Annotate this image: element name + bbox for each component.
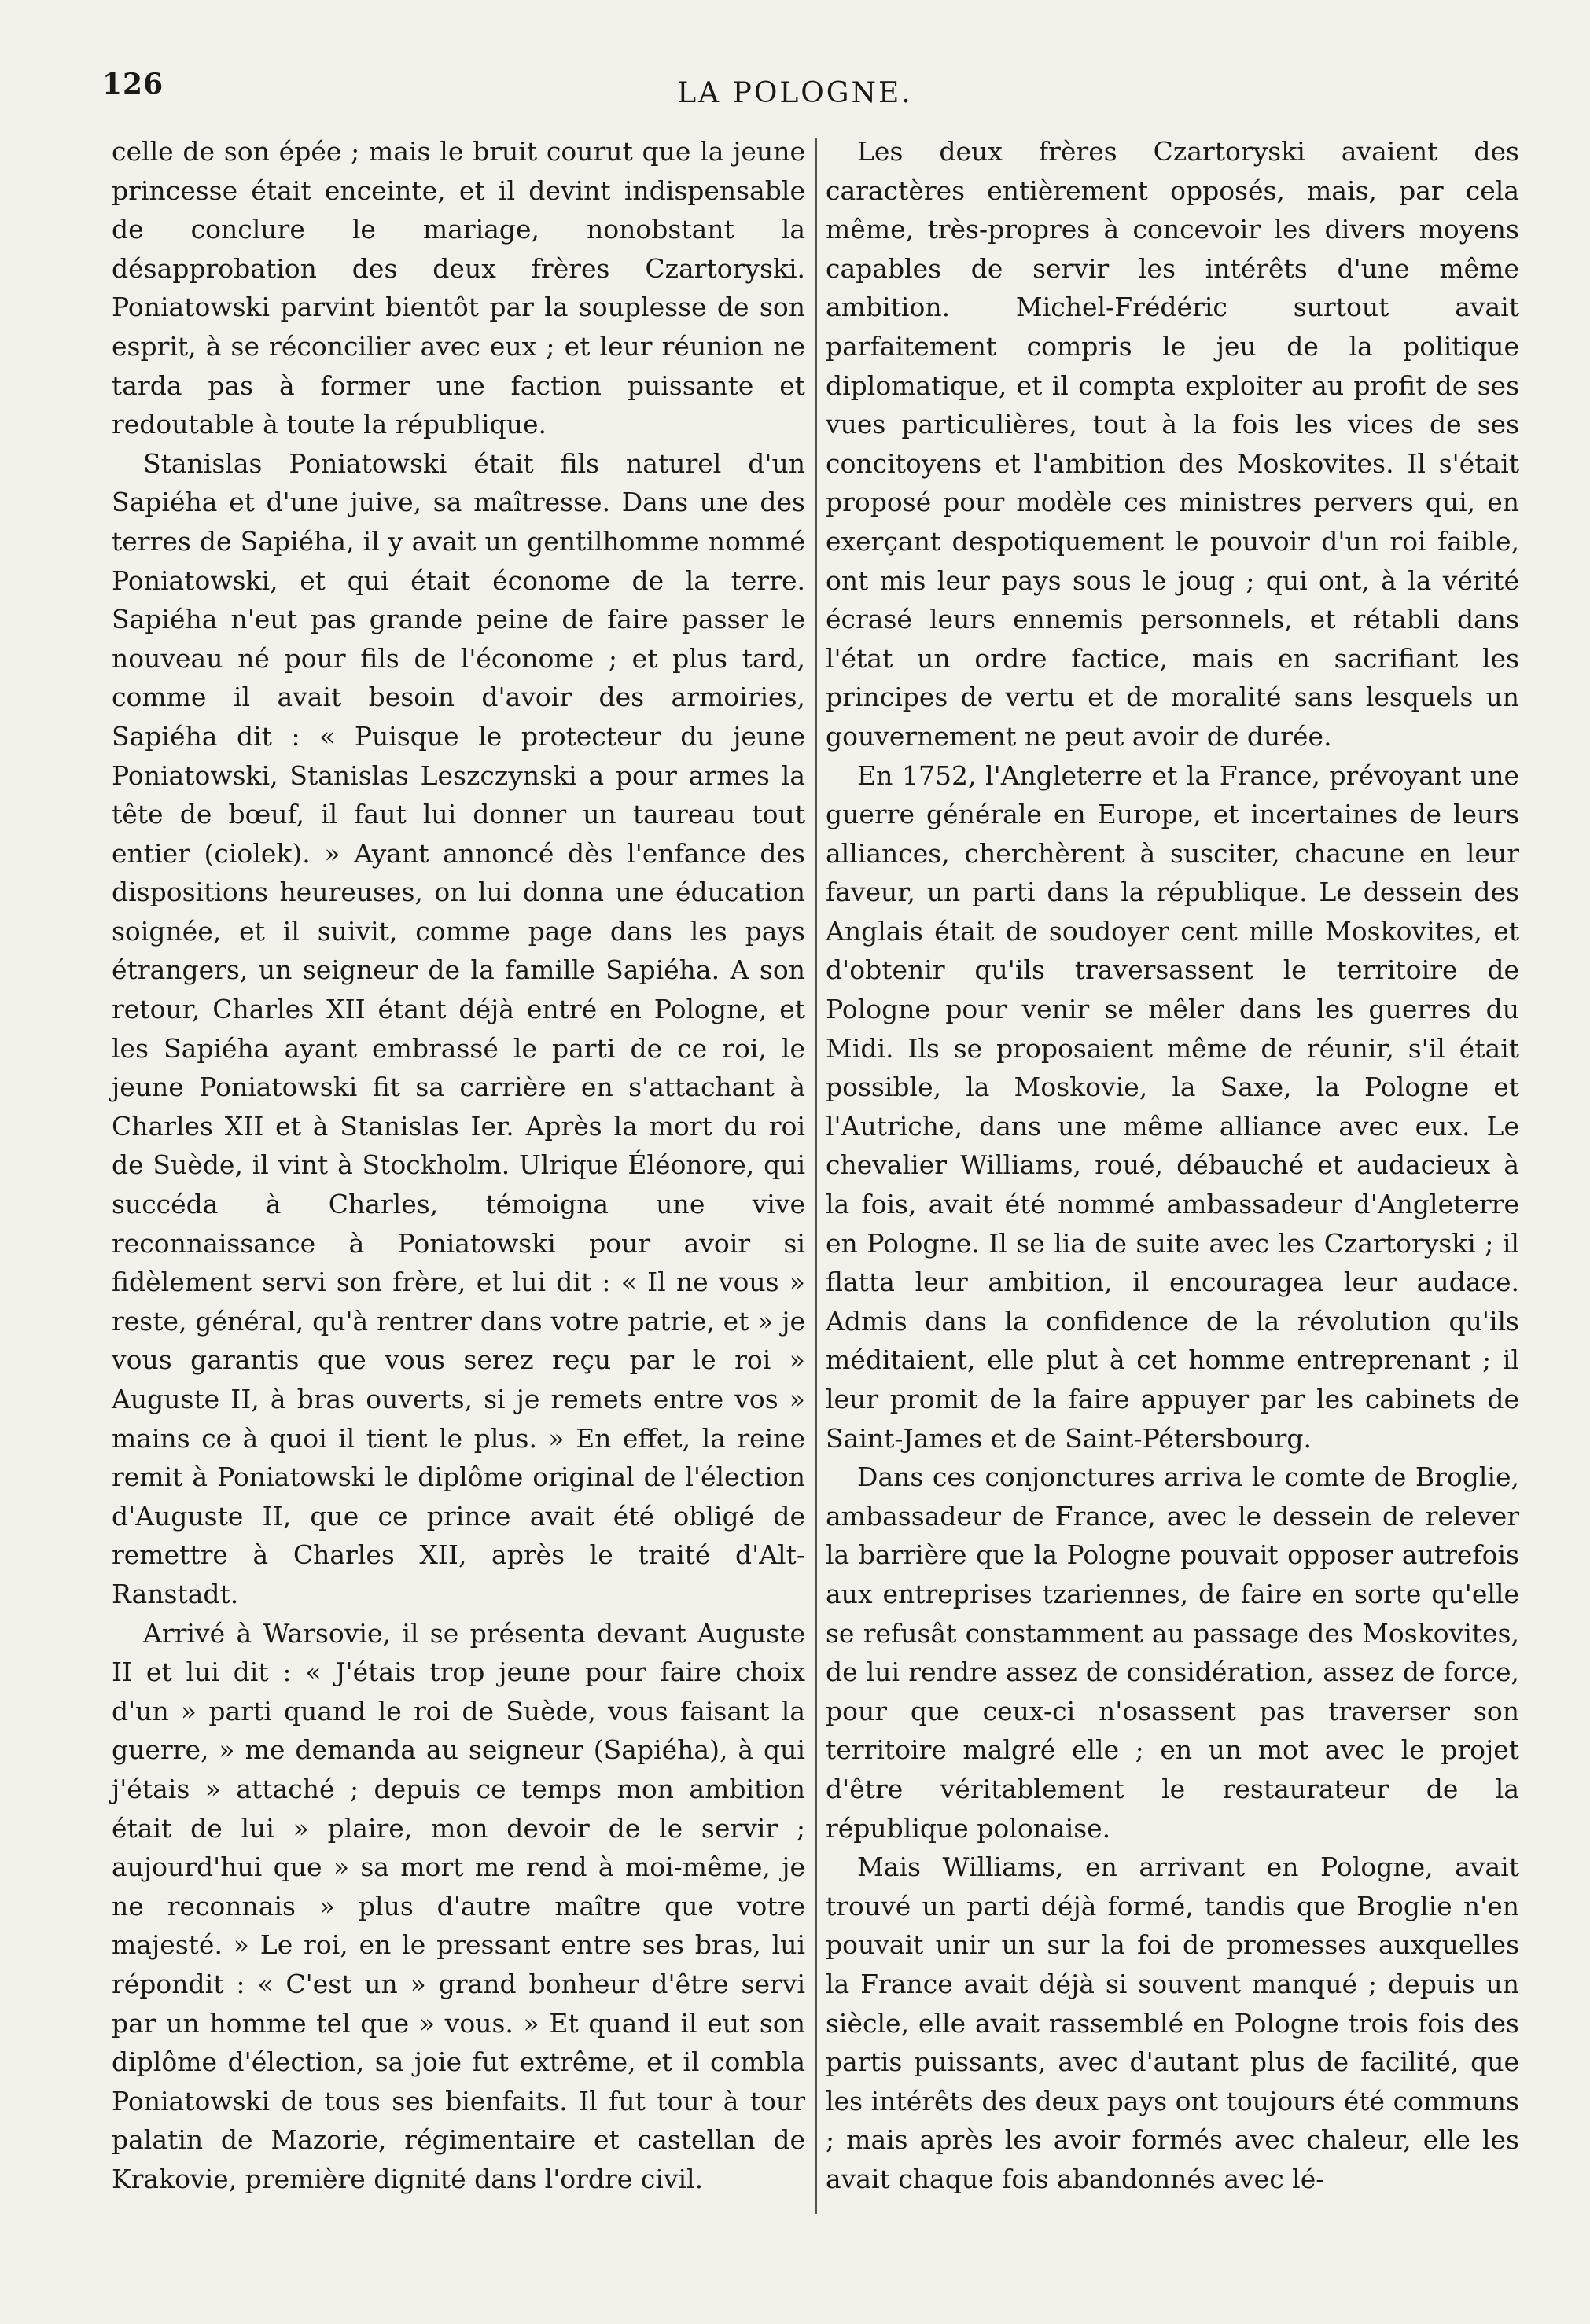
column-divider <box>815 138 817 2214</box>
paragraph: celle de son épée ; mais le bruit courut que la jeune princesse était enceinte, et il devint indispensable de conclure le mariage, nonobstant la désapprobation des deux frères Czartoryski. Poniatowski parvint bientôt par la souplesse de son esprit, à se réconcilier avec eux ; et leur réunion ne tarda pas à former une faction puissante et redoutable à toute la république. <box>112 136 805 440</box>
paragraph: Dans ces conjonctures arriva le comte de Broglie, ambassadeur de France, avec le dessein de relever la barrière que la Pologne pouvait opposer autrefois aux entreprises tzariennes, de faire en sorte qu'elle se refusât constamment au passage des Moskovites, de lui rendre assez de considération, assez de force, pour que ceux-ci n'osassent pas traverser son territoire malgré elle ; en un mot avec le projet d'être véritablement le restaurateur de la république polonaise. <box>826 1462 1519 1844</box>
paragraph: Les deux frères Czartoryski avaient des caractères entièrement opposés, mais, par cela même, très-propres à concevoir les divers moyens capables de servir les intérêts d'une même ambition. Michel-Frédéric surtout avait parfaitement compris le jeu de la politique diplomatique, et il compta exploiter au profit de ses vues particulières, tout à la fois les vices de ses concitoyens et l'ambition des Moskovites. Il s'était proposé pour modèle ces ministres pervers qui, en exerçant despotiquement le pouvoir d'un roi faible, ont mis leur pays sous le joug ; qui ont, à la vérité écrasé leurs ennemis personnels, et rétabli dans l'état un ordre factice, mais en sacrifiant les principes de vertu et de moralité sans lesquels un gouvernement ne peut avoir de durée. <box>826 136 1519 752</box>
paragraph: Arrivé à Warsovie, il se présenta devant Auguste II et lui dit : « J'étais trop jeune pour faire choix d'un » parti quand le roi de Suède, vous faisant la guerre, » me demanda au seigneur (Sapiéha), à qui j'étais » attaché ; depuis ce temps mon ambition était de lui » plaire, mon devoir de le servir ; aujourd'hui que » sa mort me rend à moi-même, je ne reconnais » plus d'autre maître que votre majesté. » Le roi, en le pressant entre ses bras, lui répondit : « C'est un » grand bonheur d'être servi par un homme tel que » vous. » Et quand il eut son diplôme d'élection, sa joie fut extrême, et il combla Poniatowski de tous ses bienfaits. Il fut tour à tour palatin de Mazorie, régimentaire et castellan de Krakovie, première dignité dans l'ordre civil. <box>112 1617 805 2194</box>
paragraph: Stanislas Poniatowski était fils naturel d'un Sapiéha et d'une juive, sa maîtresse. Dans une des terres de Sapiéha, il y avait un gentilhomme nommé Poniatowski, et qui était économe de la terre. Sapiéha n'eut pas grande peine de faire passer le nouveau né pour fils de l'économe ; et plus tard, comme il avait besoin d'avoir des armoiries, Sapiéha dit : « Puisque le protecteur du jeune Poniatowski, Stanislas Leszczynski a pour armes la tête de bœuf, il faut lui donner un taureau tout entier (ciolek). » Ayant annoncé dès l'enfance des dispositions heureuses, on lui donna une éducation soignée, et il suivit, comme page dans les pays étrangers, un seigneur de la famille Sapiéha. A son retour, Charles XII étant déjà entré en Pologne, et les Sapiéha ayant embrassé le parti de ce roi, le jeune Poniatowski fit sa carrière en s'attachant à Charles XII et à Stanislas Ier. Après la mort du roi de Suède, il vint à Stockholm. Ulrique Éléonore, qui succéda à Charles, témoigna une vive reconnaissance à Poniatowski pour avoir si fidèlement servi son frère, et lui dit : « Il ne vous » reste, général, qu'à rentrer dans votre patrie, et » je vous garantis que vous serez reçu par le roi » Auguste II, à bras ouverts, si je remets entre vos » mains ce à quoi il tient le plus. » En effet, la reine remit à Poniatowski le diplôme original de l'élection d'Auguste II, que ce prince avait été obligé de remettre à Charles XII, après le traité d'Alt-Ranstadt. <box>112 447 805 1609</box>
right-column <box>826 132 1519 2198</box>
paragraph: En 1752, l'Angleterre et la France, prévoyant une guerre générale en Europe, et incertaines de leurs alliances, cherchèrent à susciter, chacune en leur faveur, un parti dans la république. Le dessein des Anglais était de soudoyer cent mille Moskovites, et d'obtenir qu'ils traversassent le territoire de Pologne pour venir se mêler dans les guerres du Midi. Ils se proposaient même de réunir, s'il était possible, la Moskovie, la Saxe, la Pologne et l'Autriche, dans une même alliance avec eux. Le chevalier Williams, roué, débauché et audacieux à la fois, avait été nommé ambassadeur d'Angleterre en Pologne. Il se lia de suite avec les Czartoryski ; il flatta leur ambition, il encouragea leur audace. Admis dans la confidence de la révolution qu'ils méditaient, elle plut à cet homme entreprenant ; il leur promit de la faire appuyer par les cabinets de Saint-James et de Saint-Pétersbourg. <box>826 759 1519 1454</box>
page-number: 126 <box>102 68 164 101</box>
running-title: LA POLOGNE. <box>677 77 913 109</box>
paragraph: Mais Williams, en arrivant en Pologne, avait trouvé un parti déjà formé, tandis que Broglie n'en pouvait unir un sur la foi de promesses auxquelles la France avait déjà si souvent manqué ; depuis un siècle, elle avait rassemblé en Pologne trois fois des partis puissants, avec d'autant plus de facilité, que les intérêts des deux pays ont toujours été communs ; mais après les avoir formés avec chaleur, elle les avait chaque fois abandonnés avec lé- <box>826 1851 1519 2194</box>
left-column <box>112 132 805 2198</box>
